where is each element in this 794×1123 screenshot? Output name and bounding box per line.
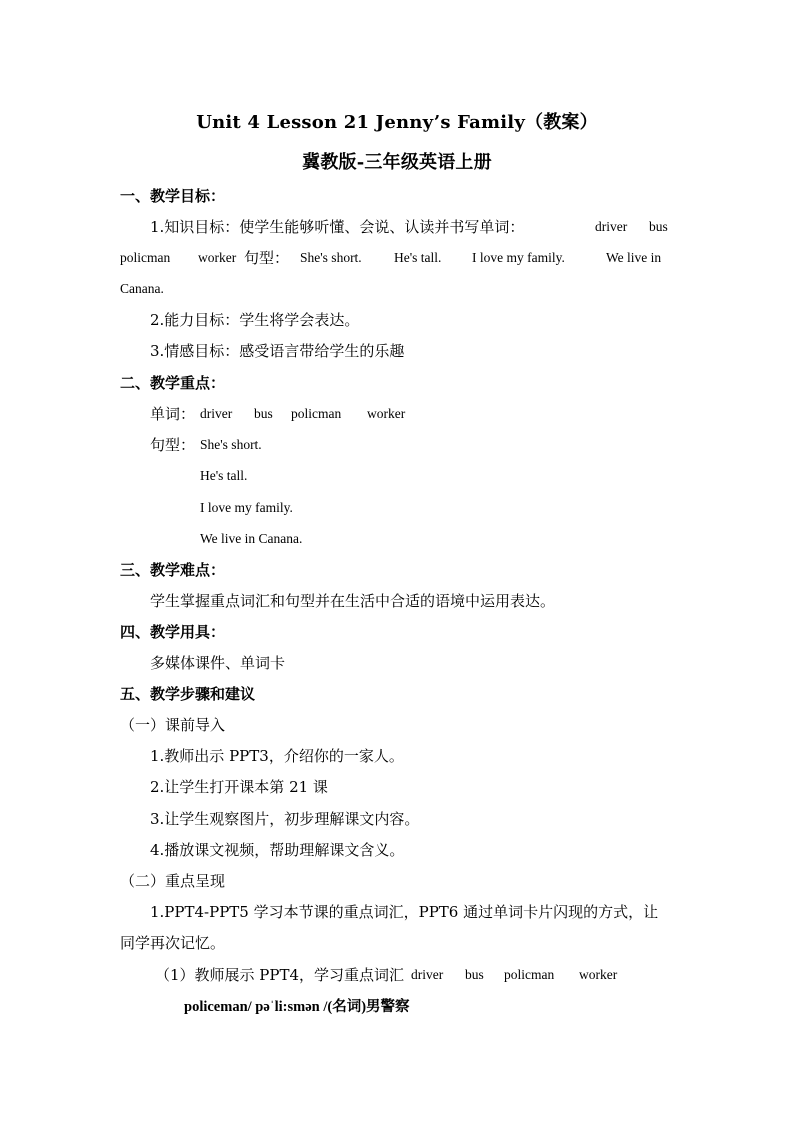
word-bus: bus xyxy=(649,219,668,234)
part-1-step-1: 1.教师出示 PPT3，介绍你的一家人。 xyxy=(150,747,404,765)
key-words-label: 单词： xyxy=(150,405,196,423)
objective-1-line-3: Canana. xyxy=(120,281,164,296)
key-word-driver: driver xyxy=(200,406,233,421)
section-3-heading: 三、教学难点： xyxy=(120,561,226,579)
word-driver: driver xyxy=(595,219,628,234)
key-sentences-label: 句型： xyxy=(150,436,196,454)
section-5-heading: 五、教学步骤和建议 xyxy=(120,685,256,703)
sub-word-bus: bus xyxy=(465,967,484,982)
section-2-heading: 二、教学重点： xyxy=(120,374,226,392)
part-2-sub-1-text: （1）教师展示 PPT4，学习重点词汇 xyxy=(155,966,405,984)
tools-text: 多媒体课件、单词卡 xyxy=(150,654,286,672)
part-1-step-4: 4.播放课文视频，帮助理解课文含义。 xyxy=(150,841,405,859)
part-2-step-1-line-1: 1.PPT4-PPT5 学习本节课的重点词汇，PPT6 通过单词卡片闪现的方式，让 xyxy=(150,903,659,921)
part-2-sub-1 xyxy=(155,965,635,985)
document-title: Unit 4 Lesson 21 Jenny’s Family（教案） xyxy=(196,112,598,133)
objective-1-line-1 xyxy=(150,217,675,237)
key-word-worker: worker xyxy=(367,406,406,421)
key-word-bus: bus xyxy=(254,406,273,421)
key-sentence-1: She's short. xyxy=(200,437,262,452)
key-sentence-3: I love my family. xyxy=(200,500,293,515)
sentence-we-live: We live in xyxy=(606,250,662,265)
document-subtitle: 冀教版-三年级英语上册 xyxy=(302,152,492,173)
key-sentence-4: We live in Canana. xyxy=(200,531,303,546)
key-sentence-2: He's tall. xyxy=(200,468,248,483)
word-worker: worker xyxy=(198,250,237,265)
objective-2: 2.能力目标：学生将学会表达。 xyxy=(150,311,360,329)
sentence-love: I love my family. xyxy=(472,250,565,265)
sentence-label: 句型： xyxy=(244,249,290,267)
sub-word-driver: driver xyxy=(411,967,444,982)
key-word-policman: policman xyxy=(291,406,342,421)
sentence-tall: He's tall. xyxy=(394,250,442,265)
part-2-step-1-line-2: 同学再次记忆。 xyxy=(120,934,226,952)
key-sentences-line xyxy=(150,435,350,455)
part-1-heading: （一）课前导入 xyxy=(120,716,226,734)
sentence-short: She's short. xyxy=(300,250,362,265)
sub-word-worker: worker xyxy=(579,967,618,982)
sub-word-policman: policman xyxy=(504,967,555,982)
part-1-step-3: 3.让学生观察图片，初步理解课文内容。 xyxy=(150,810,420,828)
section-4-heading: 四、教学用具： xyxy=(120,623,226,641)
objective-3: 3.情感目标：感受语言带给学生的乐趣 xyxy=(150,342,405,360)
word-policman: policman xyxy=(120,250,171,265)
phonetic-line: policeman/ pəˈli:smən /(名词)男警察 xyxy=(184,999,410,1015)
section-1-heading: 一、教学目标： xyxy=(120,187,226,205)
part-2-heading: （二）重点呈现 xyxy=(120,872,226,890)
key-words-line xyxy=(150,404,450,424)
difficulty-text: 学生掌握重点词汇和句型并在生活中合适的语境中运用表达。 xyxy=(150,592,556,610)
objective-1-text: 1.知识目标：使学生能够听懂、会说、认读并书写单词： xyxy=(150,218,525,236)
part-1-step-2: 2.让学生打开课本第 21 课 xyxy=(150,778,328,796)
